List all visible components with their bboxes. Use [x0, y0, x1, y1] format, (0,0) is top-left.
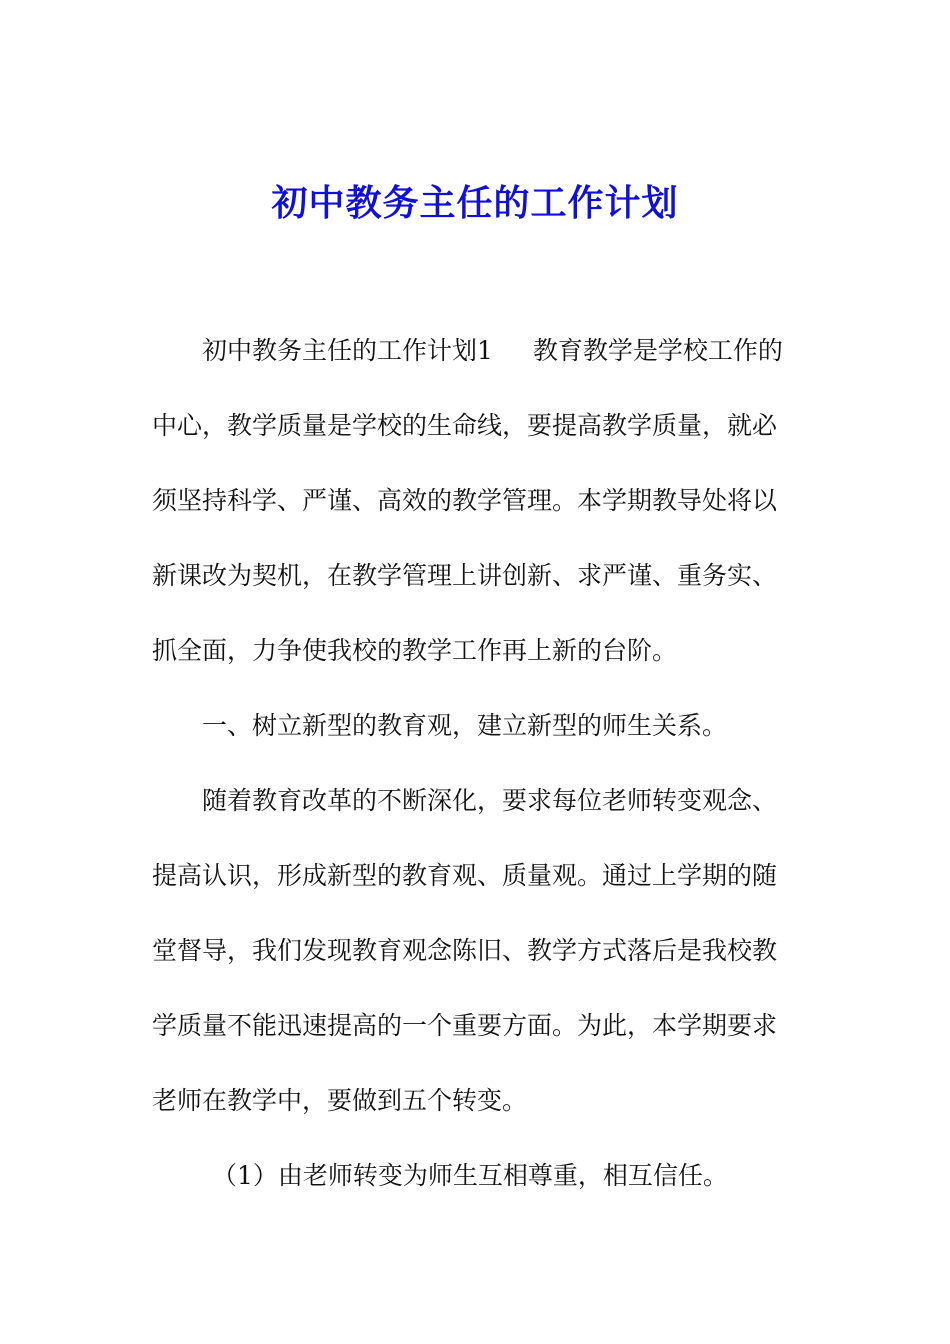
paragraph-line: （1）由老师转变为师生互相尊重，相互信任。 [212, 1161, 728, 1190]
paragraph-line [152, 326, 802, 401]
line-text: 教育教学是学校工作的 [532, 336, 783, 365]
paragraph-line: 须坚持科学、严谨、高效的教学管理。本学期教导处将以 [152, 486, 778, 515]
paragraph-line: 一、树立新型的教育观，建立新型的师生关系。 [202, 711, 728, 740]
paragraph-line: 堂督导，我们发现教育观念陈旧、教学方式落后是我校教 [152, 936, 778, 965]
paragraph-line: 随着教育改革的不断深化，要求每位老师转变观念、 [202, 786, 778, 815]
section-heading: 初中教务主任的工作计划1 [202, 336, 493, 365]
paragraph-line: 老师在教学中，要做到五个转变。 [152, 1086, 528, 1115]
paragraph-line: 中心，教学质量是学校的生命线，要提高教学质量，就必 [152, 411, 778, 440]
paragraph-line: 学质量不能迅速提高的一个重要方面。为此，本学期要求 [152, 1011, 778, 1040]
document-body [152, 326, 802, 1226]
paragraph-line: 新课改为契机，在教学管理上讲创新、求严谨、重务实、 [152, 561, 778, 590]
paragraph-line: 抓全面，力争使我校的教学工作再上新的台阶。 [152, 636, 678, 665]
document-title: 初中教务主任的工作计划 [271, 182, 679, 224]
paragraph-line: 提高认识，形成新型的教育观、质量观。通过上学期的随 [152, 861, 778, 890]
